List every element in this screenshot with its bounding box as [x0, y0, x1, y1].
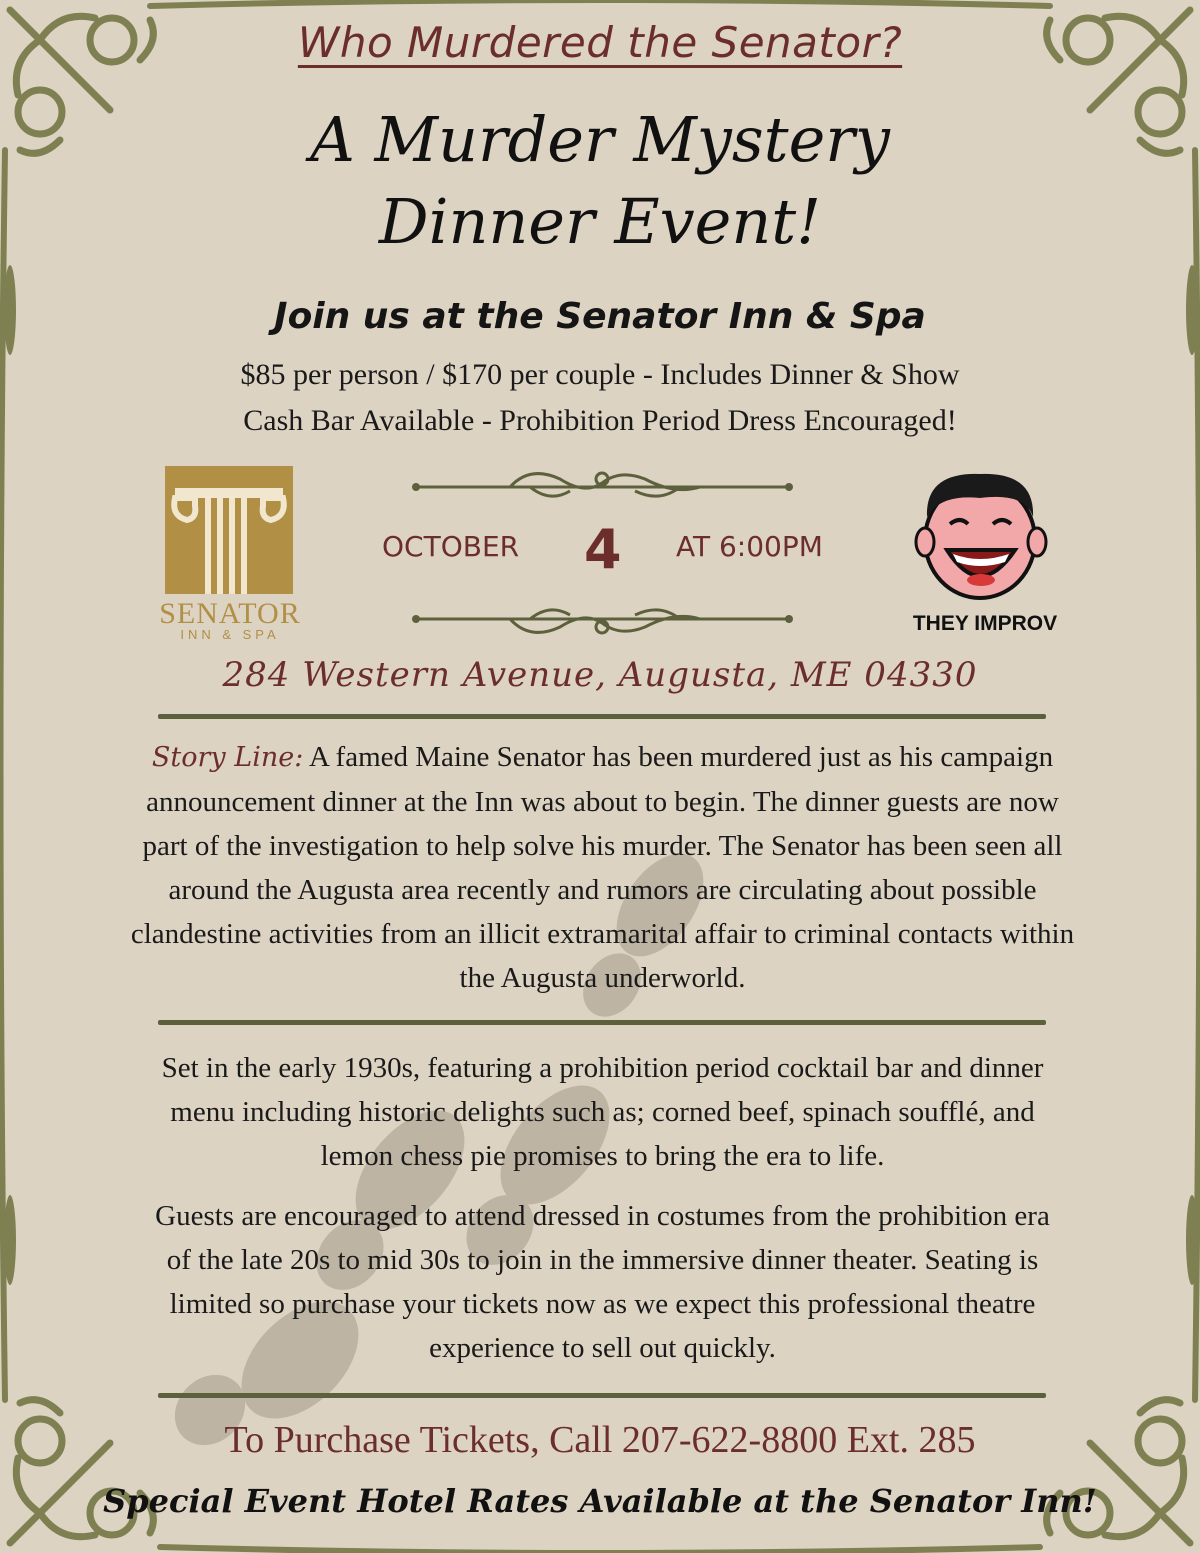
price-line: $85 per person / $170 per couple - Includes Dinner & Show: [240, 358, 960, 391]
story-line: [120, 735, 1085, 1000]
bar-line: Cash Bar Available - Prohibition Period Dress Encouraged!: [243, 404, 957, 437]
setting-paragraph: Set in the early 1930s, featuring a prohibition period cocktail bar and dinner menu including historic delights such as; corned beef, spinach soufflé, and lemon chess pie promises to bring the era to life.: [161, 1052, 1044, 1172]
divider-1: [158, 714, 1046, 719]
logo-subtitle: INN & SPA: [180, 627, 280, 642]
join-line: Join us at the Senator Inn & Spa: [274, 296, 926, 337]
story-label: Story Line:: [151, 742, 304, 773]
laughing-face-icon: [905, 462, 1055, 602]
event-day: 4: [584, 518, 622, 581]
event-time: AT 6:00PM: [676, 530, 823, 563]
divider-2: [158, 1020, 1046, 1025]
question-title: Who Murdered the Senator?: [297, 18, 903, 67]
improv-label: THEY IMPROV: [912, 612, 1058, 635]
headline-line-1: A Murder Mystery: [310, 103, 890, 176]
logo-name: SENATOR: [159, 597, 301, 630]
costume-paragraph: Guests are encouraged to attend dressed in costumes from the prohibition era of the late 20s to mid 30s to join in the immersive dinner theater. Seating is limited so purchase your tickets now as we expect this professional theatre experience to sell out quickly.: [155, 1200, 1050, 1364]
flourish-bottom-icon: [410, 597, 795, 642]
column-capital-icon: [165, 466, 293, 594]
story-text: A famed Maine Senator has been murdered just as his campaign announcement dinner at the Inn was about to begin. The dinner guests are now part of the investigation to help solve his murder. The Senator has been seen all around the Augusta area recently and rumors are circulating about possible clandestine activities from an illicit extramarital affair to criminal contacts within the Augusta underworld.: [130, 741, 1075, 994]
event-address: 284 Western Avenue, Augusta, ME 04330: [222, 655, 978, 695]
headline-line-2: Dinner Event!: [378, 185, 822, 258]
hotel-rates-line: Special Event Hotel Rates Available at the Senator Inn!: [103, 1482, 1097, 1520]
ticket-phone-line: To Purchase Tickets, Call 207-622-8800 Ext. 285: [224, 1419, 976, 1461]
event-month: OCTOBER: [382, 530, 520, 563]
divider-3: [158, 1393, 1046, 1398]
flourish-top-icon: [410, 465, 795, 510]
senator-logo: [165, 466, 293, 594]
